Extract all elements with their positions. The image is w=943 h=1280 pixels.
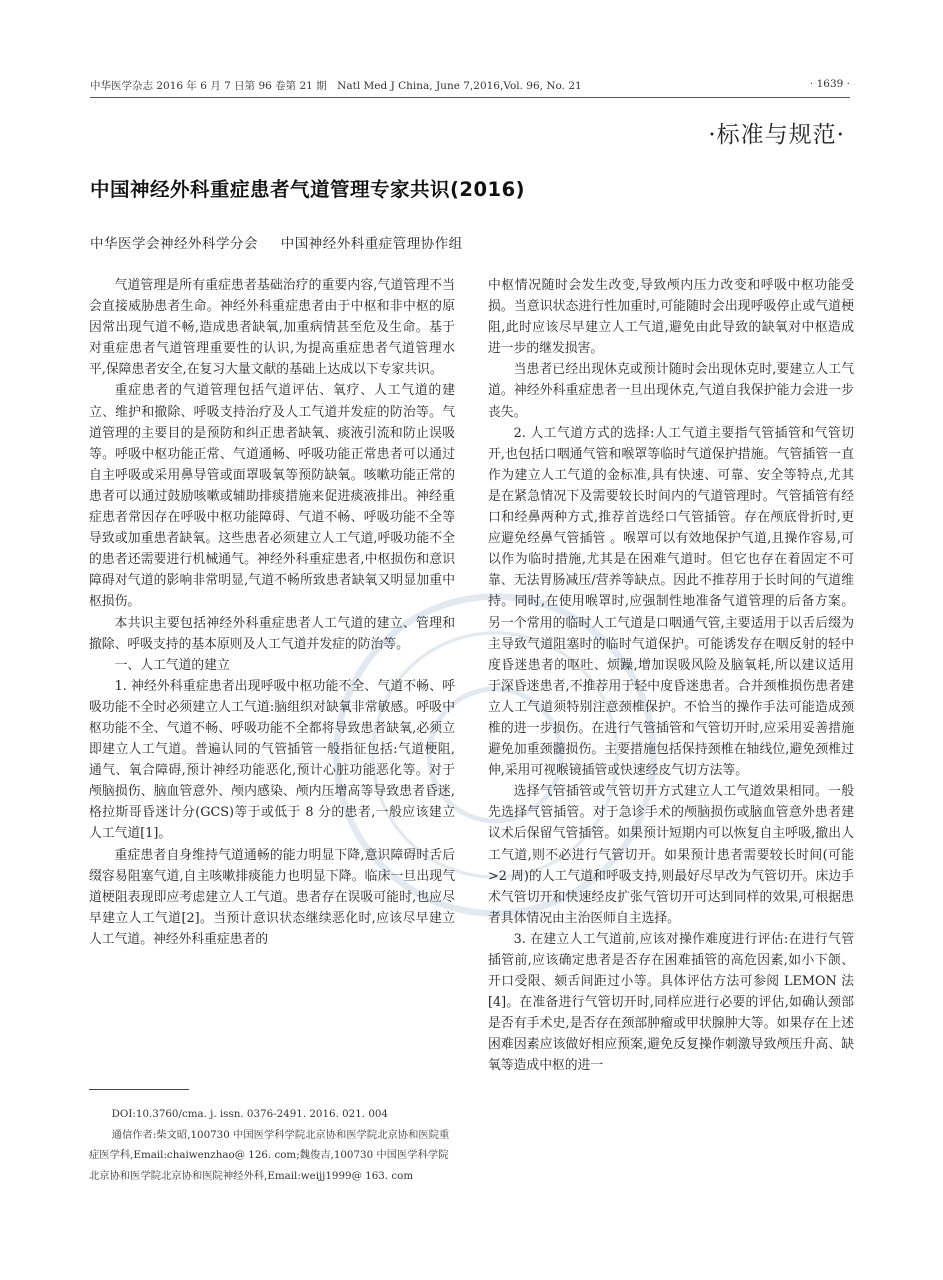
paragraph: 重症患者的气道管理包括气道评估、氧疗、人工气道的建立、维护和撤除、呼吸支持治疗及人工气道并发症的防治等。气道管理的主要目的是预防和纠正患者缺氧、痰液引流和防止误吸等。呼吸中枢功能正常、气道通畅、呼吸功能正常患者可以通过自主呼吸或采用鼻导管或面罩吸氧等预防缺氧。咳嗽功能正常的患者可以通过鼓励咳嗽或辅助排痰措施来促进痰液排出。神经重症患者常因存在呼吸中枢功能障碍、气道不畅、呼吸功能不全等导致或加重患者缺氧。这些患者必须建立人工气道,呼吸功能不全的患者还需要进行机械通气。神经外科重症患者,中枢损伤和意识障碍对气道的影响非常明显,气道不畅所致患者缺氧又明显加重中枢损伤。 [89,383,455,610]
paragraph: 气道管理是所有重症患者基础治疗的重要内容,气道管理不当会直接威胁患者生命。神经外科重症患者由于中枢和非中枢的原因常出现气道不畅,造成患者缺氧,加重病情甚至危及生命。基于对重症患者气道管理重要性的认识,为提高重症患者气道管理水平,保障患者安全,在复习大量文献的基础上达成以下专家共识。 [89,278,455,378]
paragraph: 选择气管插管或气管切开方式建立人工气道效果相同。一般先选择气管插管。对于急诊手术的颅脑损伤或脑血管意外患者建议术后保留气管插管。如果预计短期内可以恢复自主呼吸,撤出人工气道,则不必进行气管切开。如果预计患者需要较长时间(可能 >2 周)的人工气道和呼吸支持,则最好尽早改为气管切开。床边手术气管切开和快速经皮扩张气管切开可达到同样的效果,可根据患者具体情况由主治医师自主选择。 [488,784,854,926]
journal-header [90,78,850,98]
doi-line: DOI:10.3760/cma. j. issn. 0376-2491. 2016. 021. 004 [111,1108,388,1120]
footnote-divider [89,1089,189,1090]
body-column-left [89,275,455,950]
footnotes [89,1104,455,1186]
section-heading: 一、人工气道的建立 [114,657,230,673]
author-line [90,232,463,252]
paragraph: 当患者已经出现休克或预计随时会出现休克时,要建立人工气道。神经外科重症患者一旦出现休克,气道自我保护能力会进一步丧失。 [488,362,854,420]
paragraph: 3. 在建立人工气道前,应该对操作难度进行评估:在进行气管插管前,应该确定患者是否存在困难插管的高危因素,如小下颌、开口受限、颏舌间距过小等。具体评估方法可参阅 LEMON 法[4]。在准备进行气管切开时,同样应进行必要的评估,如确认颈部是否有手术史,是否存在颈部肿瘤或甲状腺肿大等。如果存在上述困难因素应该做好相应预案,避免反复操作刺激导致颅压升高、缺氧等造成中枢的进一 [488,931,854,1074]
correspondence-line: 通信作者:柴文昭,100730 中国医学科学院北京协和医学院北京协和医院重症医学科,Email:chaiwenzhao@ 126. com;魏俊吉,100730 中国医学科学院北京协和医学院北京协和医院神经外科,Email:weijj1999@ 163. com [89,1128,450,1182]
paragraph: 2. 人工气道方式的选择:人工气道主要指气管插管和气管切开,也包括口咽通气管和喉罩等临时气道保护措施。气管插管一直作为建立人工气道的金标准,具有快速、可靠、安全等特点,尤其是在紧急情况下及需要较长时间内的气道管理时。气管插管有经口和经鼻两种方式,推荐首选经口气管插管。存在颅底骨折时,更应避免经鼻气管插管 。喉罩可以有效地保护气道,且操作容易,可以作为临时措施,尤其是在困难气道时。但它也存在着固定不可靠、无法胃肠减压/营养等缺点。因此不推荐用于长时间的气道维持。同时,在使用喉罩时,应强制性地准备气道管理的后备方案。另一个常用的临时人工气道是口咽通气管,主要适用于以舌后缀为主导致气道阻塞时的临时气道保护。可能诱发存在咽反射的轻中度昏迷患者的呕吐、烦躁,增加误吸风险及脑氧耗,所以建议适用于深昏迷患者,不推荐用于轻中度昏迷患者。合并颈椎损伤患者建立人工气道须特别注意颈椎保护。不恰当的操作手法可能造成颈椎的进一步损伤。在进行气管插管和气管切开时,应采用妥善措施避免加重颈髓损伤。主要措施包括保持颈椎在轴线位,避免颈椎过伸,采用可视喉镜插管或快速经皮气切方法等。 [488,425,854,779]
journal-citation: 中华医学杂志 2016 年 6 月 7 日第 96 卷第 21 期 Natl Med J China, June 7,2016,Vol. 96, No. 21 [90,80,582,92]
author-group: 中国神经外科重症管理协作组 [280,236,463,252]
paragraph: 中枢情况随时会发生改变,导致颅内压力改变和呼吸中枢功能受损。当意识状态进行性加重时,可能随时会出现呼吸停止或气道梗阻,此时应该尽早建立人工气道,避免由此导致的缺氧对中枢造成进一步的继发损害。 [488,278,854,357]
paragraph: 1. 神经外科重症患者出现呼吸中枢功能不全、气道不畅、呼吸功能不全时必须建立人工气道:脑组织对缺氧非常敏感。呼吸中枢功能不全、气道不畅、呼吸功能不全都将导致患者缺氧,必须立即建立人工气道。普遍认同的气管插管一般指征包括:气道梗阻,通气、氧合障碍,预计神经功能恶化,预计心脏功能恶化等。对于颅脑损伤、脑血管意外、颅内感染、颅内压增高等导致患者昏迷,格拉斯哥昏迷计分(GCS)等于或低于 8 分的患者,一般应该建立人工气道[1]。 [89,678,455,842]
section-tag: ·标准与规范· [708,122,845,148]
paragraph: 本共识主要包括神经外科重症患者人工气道的建立、管理和撤除、呼吸支持的基本原则及人工气道并发症的防治等。 [89,615,455,652]
page-number: · 1639 · [809,78,850,90]
article-title: 中国神经外科重症患者气道管理专家共识(2016) [90,178,526,201]
author-society: 中华医学会神经外科学分会 [90,236,258,252]
body-column-right [488,275,854,1077]
paragraph: 重症患者自身维持气道通畅的能力明显下降,意识障碍时舌后缀容易阻塞气道,自主咳嗽排痰能力也明显下降。临床一旦出现气道梗阻表现即应考虑建立人工气道。患者存在误吸可能时,也应尽早建立人工气道[2]。当预计意识状态继续恶化时,应该尽早建立人工气道。神经外科重症患者的 [89,847,455,947]
